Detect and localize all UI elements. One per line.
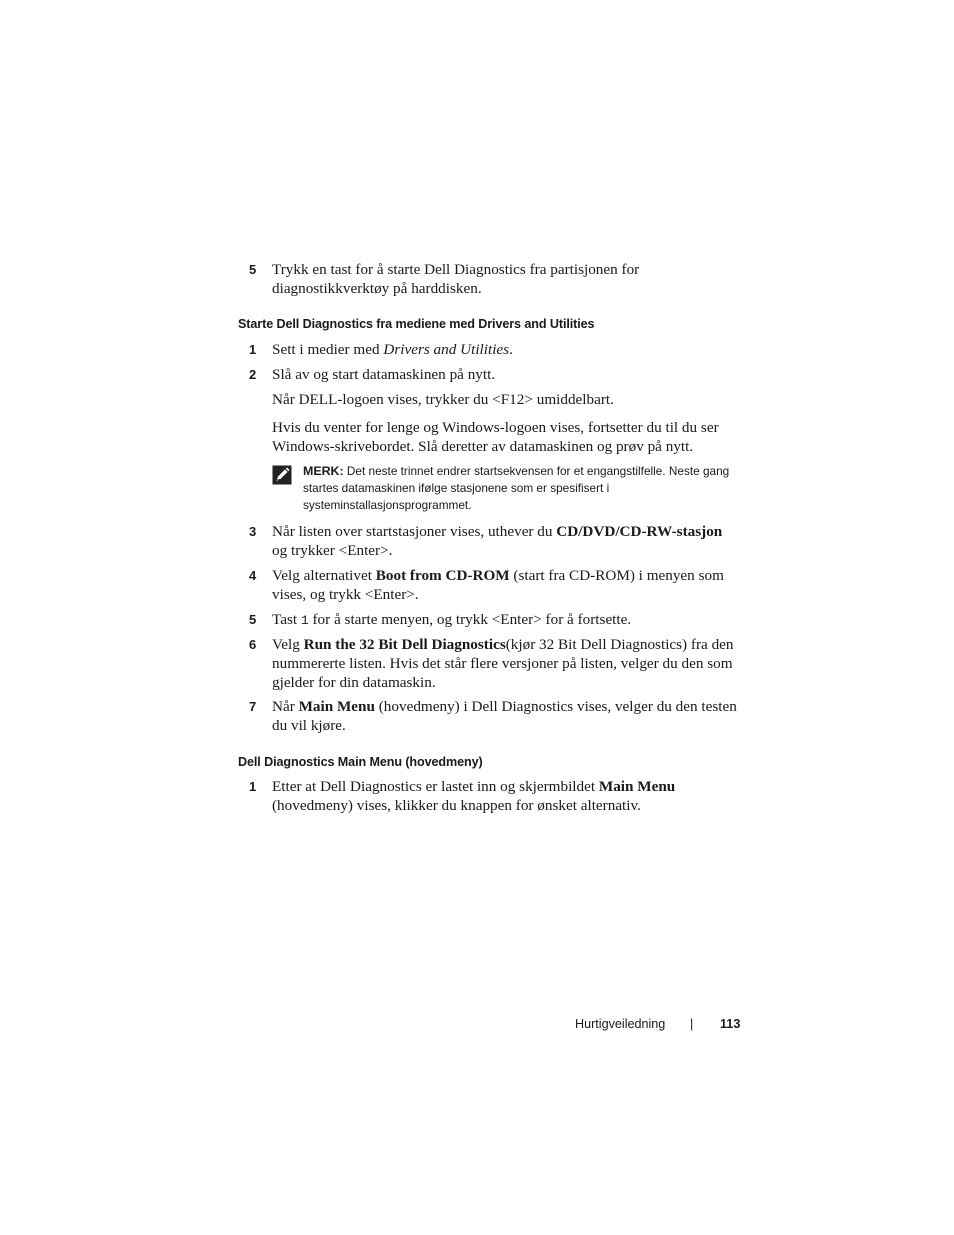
step-number: 7 xyxy=(249,699,257,714)
section-heading: Dell Diagnostics Main Menu (hovedmeny) xyxy=(238,755,483,769)
step-text: Trykk en tast for å starte Dell Diagnostics fra partisjonen for diagnostikkverktøy på harddisken. xyxy=(272,261,640,297)
step-text: Etter at Dell Diagnostics er lastet inn og skjermbildet Main Menu (hovedmeny) vises, klikker du knappen for ønsket alternativ. xyxy=(272,778,676,814)
footer-separator: | xyxy=(690,1017,694,1031)
code-text: 1 xyxy=(300,613,309,628)
step-number: 5 xyxy=(249,262,257,277)
footer-section-title: Hurtigveiledning xyxy=(575,1017,666,1031)
step-number: 6 xyxy=(249,637,257,652)
section-heading: Starte Dell Diagnostics fra mediene med Drivers and Utilities xyxy=(238,317,595,331)
step-text: Sett i medier med Drivers and Utilities. xyxy=(272,341,513,358)
step-text: Når listen over startstasjoner vises, uthever du CD/DVD/CD-RW-stasjon og trykker <Enter>. xyxy=(272,523,723,559)
emphasis: Drivers and Utilities xyxy=(383,341,510,358)
step-number: 4 xyxy=(249,568,257,583)
step-number: 3 xyxy=(249,524,257,539)
note-label: MERK: xyxy=(303,464,344,478)
step-number: 2 xyxy=(249,367,257,382)
pencil-note-icon xyxy=(272,465,292,485)
step-text: Slå av og start datamaskinen på nytt. xyxy=(272,366,496,383)
paragraph: Når DELL-logoen vises, trykker du <F12> umiddelbart. xyxy=(272,391,614,408)
step-text: Velg Run the 32 Bit Dell Diagnostics(kjør 32 Bit Dell Diagnostics) fra den nummererte listen. Hvis det står flere versjoner på listen, velger du den som gjelder for din datamaskin. xyxy=(272,636,734,691)
step-text: Når Main Menu (hovedmeny) i Dell Diagnostics vises, velger du den testen du vil kjøre. xyxy=(272,698,737,734)
step-number: 1 xyxy=(249,342,257,357)
step-text: Velg alternativet Boot from CD-ROM (start fra CD-ROM) i menyen som vises, og trykk <Enter>. xyxy=(272,567,724,603)
note-text: MERK: Det neste trinnet endrer startsekvensen for et engangstilfelle. Neste gang startes datamaskinen ifølge stasjonene som er spesifisert i systeminstallasjonsprogrammet. xyxy=(303,464,730,512)
step-number: 1 xyxy=(249,779,257,794)
step-text: Tast 1 for å starte menyen, og trykk <Enter> for å fortsette. xyxy=(272,611,632,628)
page-number: 113 xyxy=(720,1017,741,1031)
step-number: 5 xyxy=(249,612,257,627)
paragraph: Hvis du venter for lenge og Windows-logoen vises, fortsetter du til du ser Windows-skrivebordet. Slå deretter av datamaskinen og prøv på nytt. xyxy=(272,419,719,455)
